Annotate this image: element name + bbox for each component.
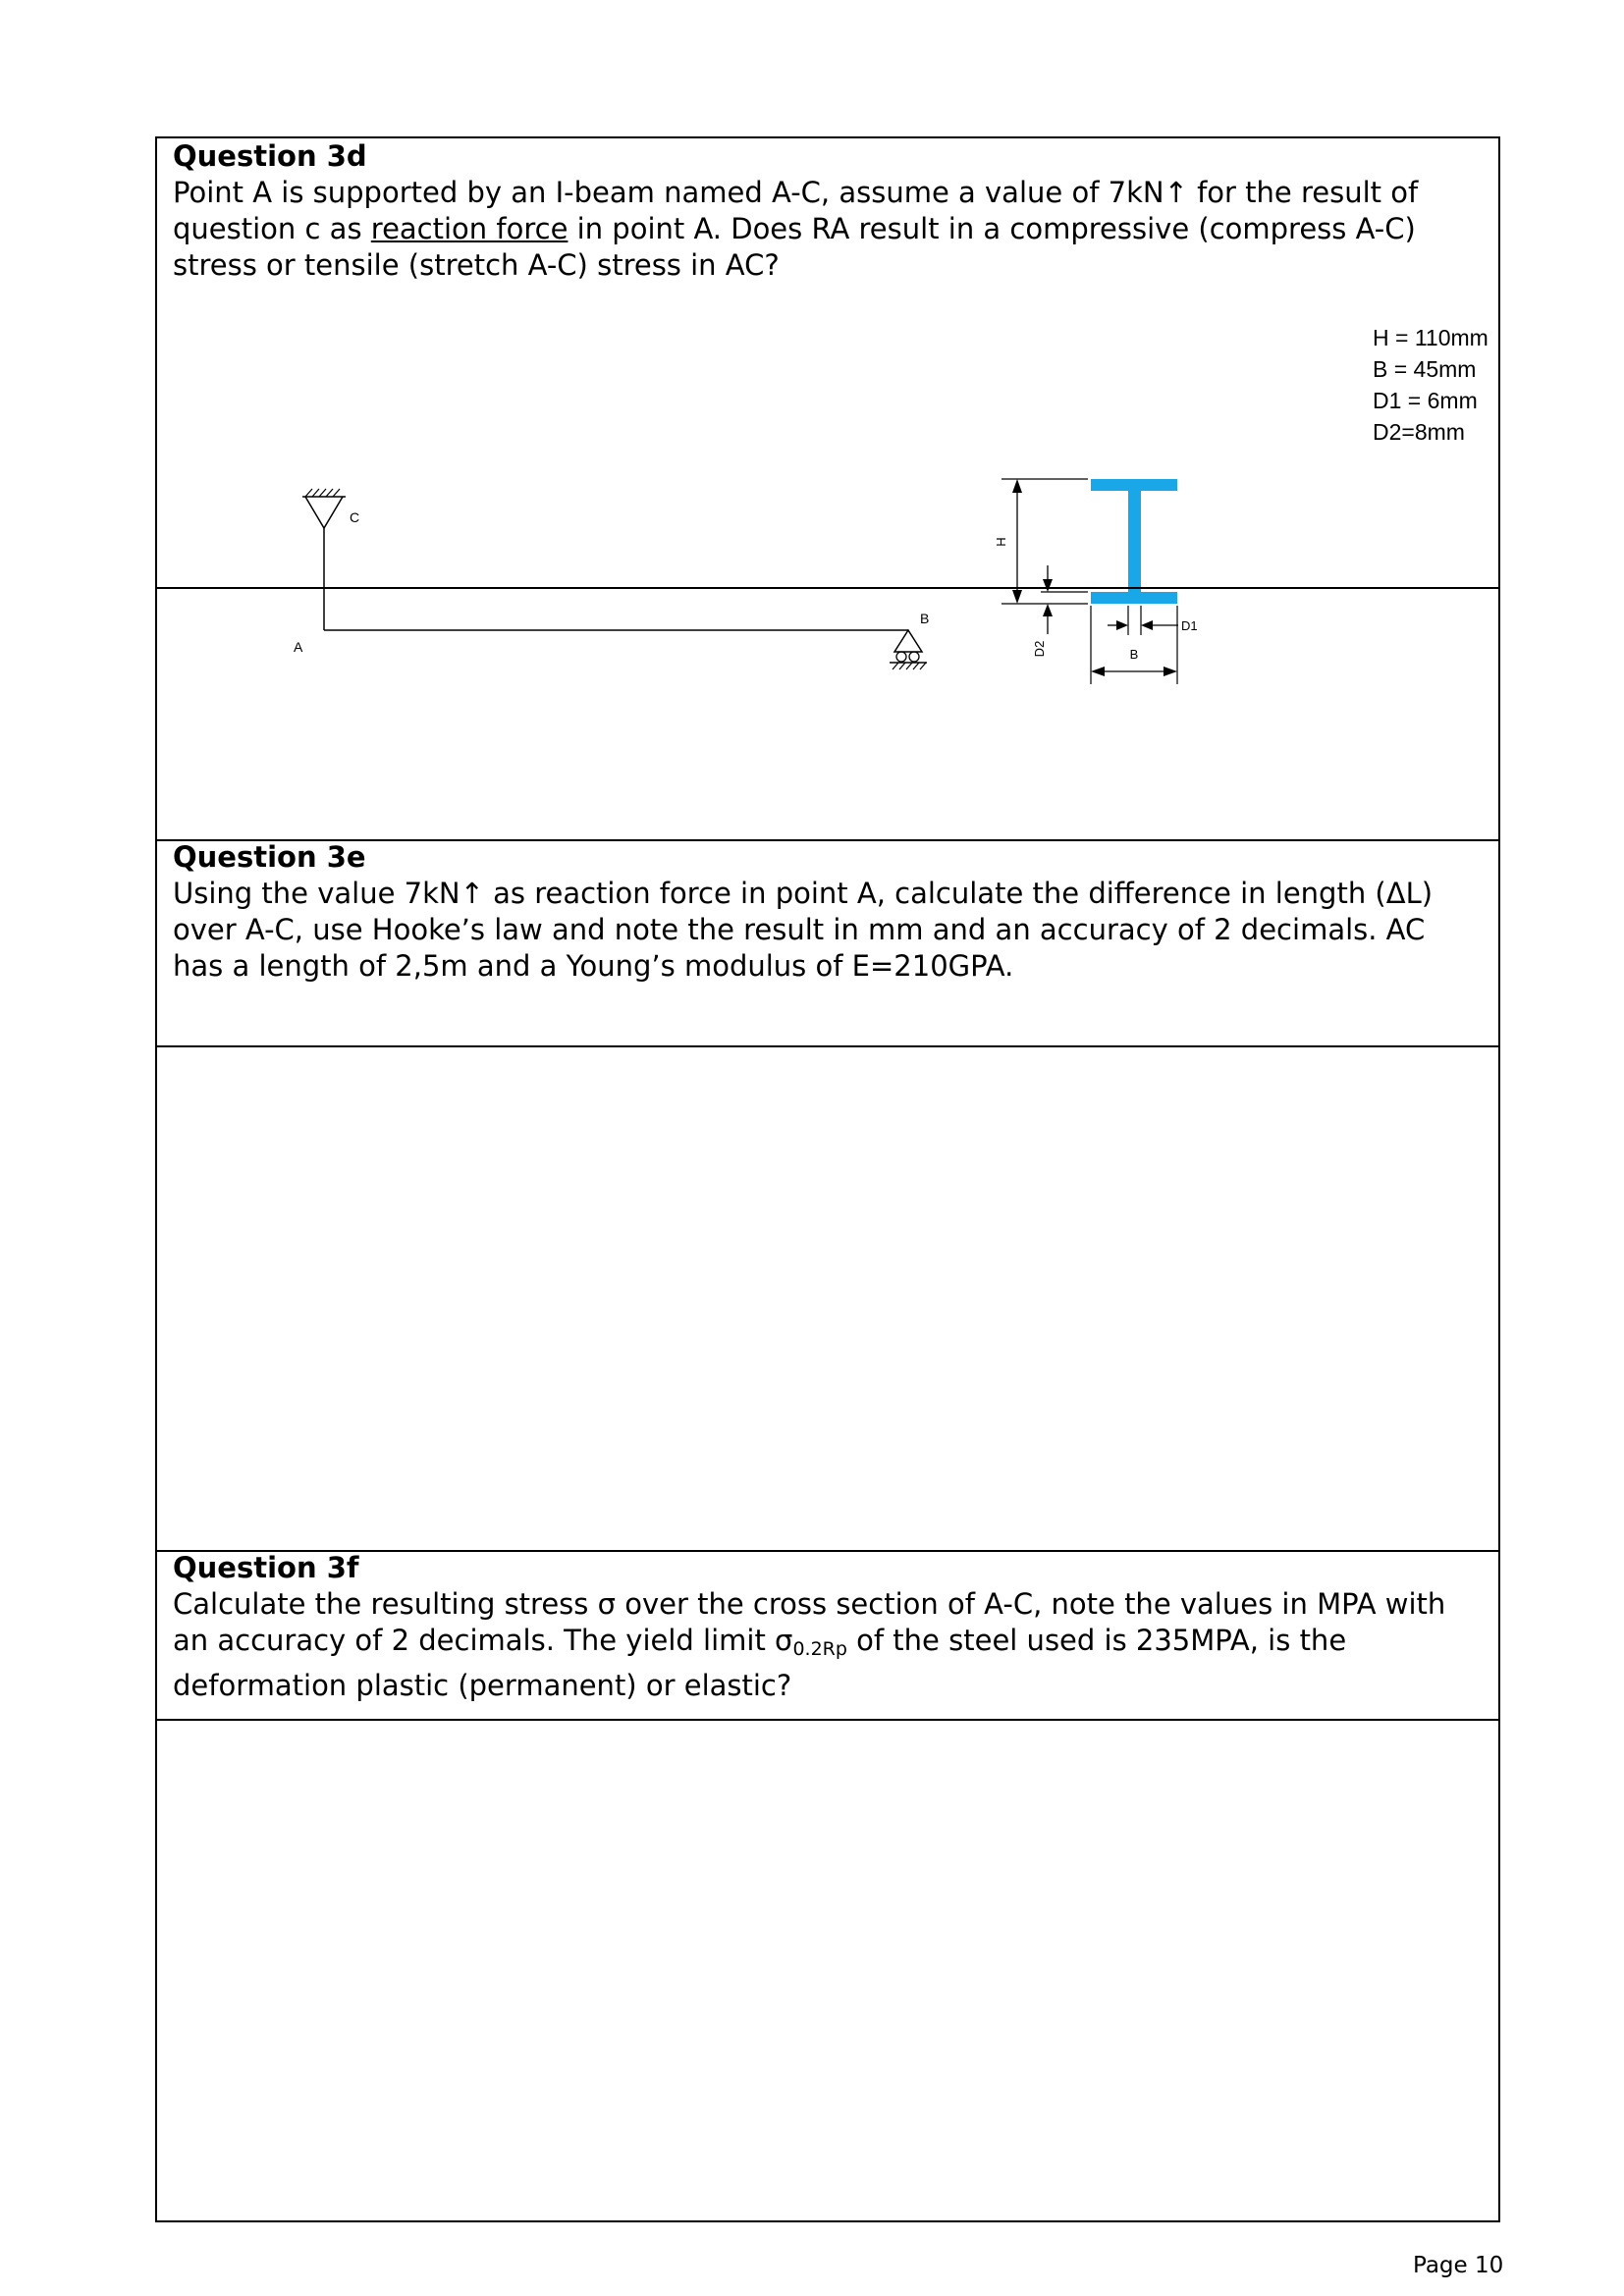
question-3d-text-part1: Point A is supported by an I-beam named A-C, assume a value of 7kN↑ for the result of question c as [173,176,1419,245]
question-3f-text-part1: Calculate the resulting stress σ over the cross section of A-C, note the values in MPA with an accuracy of 2 decimals. The yield limit σ [173,1587,1446,1657]
dim-label-d1: D1 [1181,618,1198,633]
question-3d [173,138,1483,284]
question-3f-text-part2: of the steel used is 235MPA, is the deformation plastic (permanent) or elastic? [173,1624,1347,1702]
answer-area-3f[interactable] [157,1721,1498,2220]
answer-area-3d[interactable] [157,589,1498,839]
spec-d2: D2=8mm [1373,419,1465,445]
answer-area-3e[interactable] [157,1047,1498,1550]
spec-h: H = 110mm [1373,325,1489,350]
question-3e [173,839,1483,985]
yield-subscript: 0.2Rp [792,1638,847,1660]
question-3f-title: Question 3f [173,1551,359,1584]
question-3d-text [173,175,1483,284]
question-3f [173,1550,1483,1704]
label-c: C [350,509,360,525]
dim-label-d2: D2 [1032,640,1047,658]
label-b: B [920,611,930,626]
question-3d-text-part2: in point A. Does RA result in a compressive (compress A-C) stress or tensile (stretch A-C) stress in AC? [173,212,1416,282]
dim-label-b: B [1129,647,1139,662]
question-3e-title: Question 3e [173,840,366,874]
dim-label-h: H [994,537,1008,547]
question-sheet [155,136,1500,2222]
question-3d-title: Question 3d [173,139,367,173]
spec-d1: D1 = 6mm [1373,388,1478,413]
question-3f-text [173,1586,1483,1704]
fixed-support-icon [302,489,346,528]
question-3e-text: Using the value 7kN↑ as reaction force in point A, calculate the difference in length (ΔL) over A-C, use Hooke’s law and note the result in mm and an accuracy of 2 decimals. AC has a length of 2,5m and a Young’s modulus of E=210GPA. [173,877,1434,983]
question-3d-underlined-term: reaction force [370,212,568,245]
i-beam-cross-section [1091,479,1177,604]
label-a: A [294,639,303,655]
dimension-h [994,479,1088,604]
page-number: Page 10 [1413,2253,1504,2278]
spec-b: B = 45mm [1373,356,1477,382]
